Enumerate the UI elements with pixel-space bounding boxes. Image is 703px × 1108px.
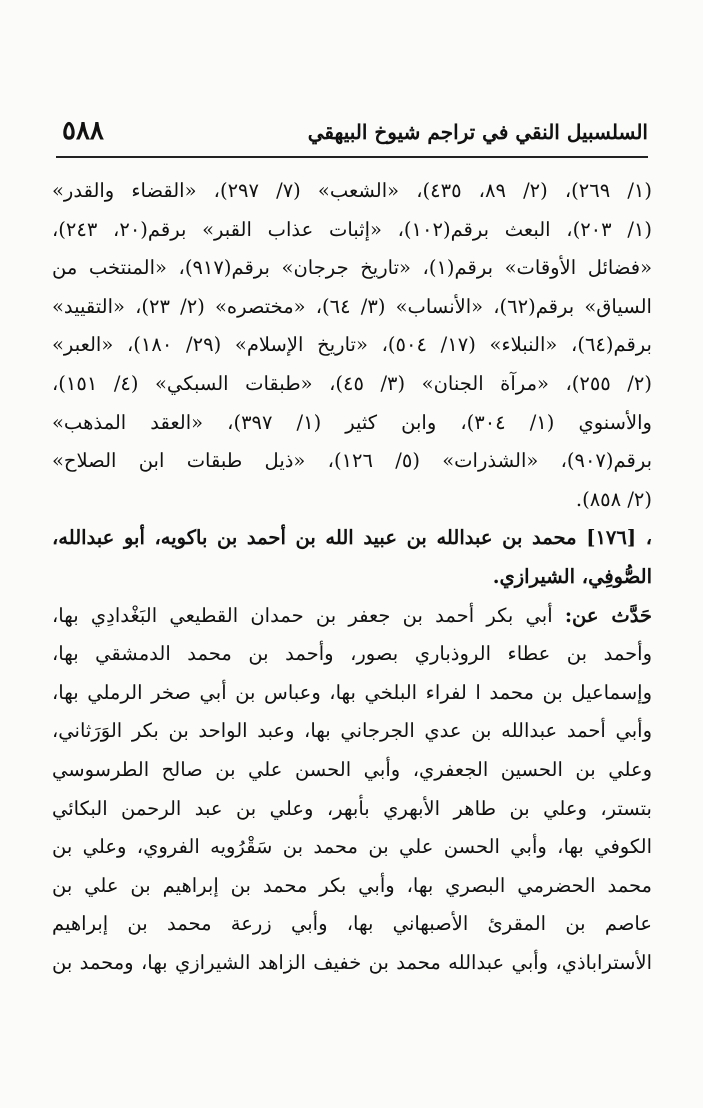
page-body (52, 172, 652, 982)
page-header (56, 112, 648, 158)
footnote-line: برقم(٦٤)، «النبلاء» (١٧/ ٥٠٤)، «تاريخ الإسلام» (٢٩/ ١٨٠)، «العبر» (52, 333, 652, 357)
entry-heading-line: الصُّوفِي، الشيرازي. (492, 564, 652, 588)
narration-first-line-text: أبي بكر أحمد بن جعفر بن حمدان القطيعي البَغْدادِي بها، (52, 603, 565, 627)
narration-line: الأستراباذي، وأبي عبدالله محمد بن خفيف الزاهد الشيرازي بها، ومحمد بن (52, 950, 652, 974)
narration-line: عاصم بن المقرئ الأصبهاني بها، وأبي زرعة محمد بن إبراهيم (52, 912, 652, 936)
running-title: السلسبيل النقي في تراجم شيوخ البيهقي (307, 120, 648, 144)
page-number: ٥٨٨ (62, 116, 104, 146)
narration-first-line (52, 597, 652, 636)
footnote-line: «فضائل الأوقات» برقم(١)، «تاريخ جرجان» برقم(٩١٧)، «المنتخب من (52, 256, 652, 280)
narration-line: محمد الحضرمي البصري بها، وأبي بكر محمد بن إبراهيم بن علي بن (52, 873, 652, 897)
narration-line: وإسماعيل بن محمد ا لفراء البلخي بها، وعباس بن أبي صخر الرملي بها، (52, 680, 652, 704)
narration-line: الكوفي بها، وأبي الحسن علي بن محمد بن سَقْرُويه الفروي، وعلي بن (52, 835, 652, 859)
narration-line: وعلي بن الحسين الجعفري، وأبي الحسن علي بن صالح الطرسوسي (52, 757, 652, 781)
footnote-line: السياق» برقم(٦٢)، «الأنساب» (٣/ ٦٤)، «مختصره» (٢/ ٢٣)، «التقييد» (52, 294, 652, 318)
narration-line: بتستر، وعلي بن طاهر الأبهري بأبهر، وعلي بن عبد الرحمن البكائي (52, 796, 652, 820)
narration-line: وأبي أحمد عبدالله بن عدي الجرجاني بها، وعبد الواحد بن بكر الوَرَثاني، (52, 719, 652, 743)
footnote-line: (١/ ٢٠٣)، البعث برقم(١٠٢)، «إثبات عذاب القبر» برقم(٢٠، ٢٤٣)، (52, 217, 652, 241)
footnote-line: والأسنوي (١/ ٣٠٤)، وابن كثير (١/ ٣٩٧)، «العقد المذهب» (52, 410, 652, 434)
footnote-line: برقم(٩٠٧)، «الشذرات» (٥/ ١٢٦)، «ذيل طبقات ابن الصلاح» (52, 449, 652, 473)
footnote-line: (١/ ٢٦٩)، (٢/ ٨٩، ٤٣٥)، «الشعب» (٧/ ٢٩٧)، «القضاء والقدر» (52, 179, 652, 202)
narration-line: وأحمد بن عطاء الروذباري بصور، وأحمد بن محمد الدمشقي بها، (52, 642, 652, 666)
narration-lead: حَدَّث عن: (564, 603, 652, 627)
footnote-line: (٢/ ٨٥٨). (575, 487, 652, 511)
entry-heading-line: ، [١٧٦] محمد بن عبدالله بن عبيد الله بن أحمد بن باكويه، أبو عبدالله، (52, 526, 652, 550)
footnote-line: (٢/ ٢٥٥)، «مرآة الجنان» (٣/ ٤٥)، «طبقات السبكي» (٤/ ١٥١)، (52, 371, 652, 395)
